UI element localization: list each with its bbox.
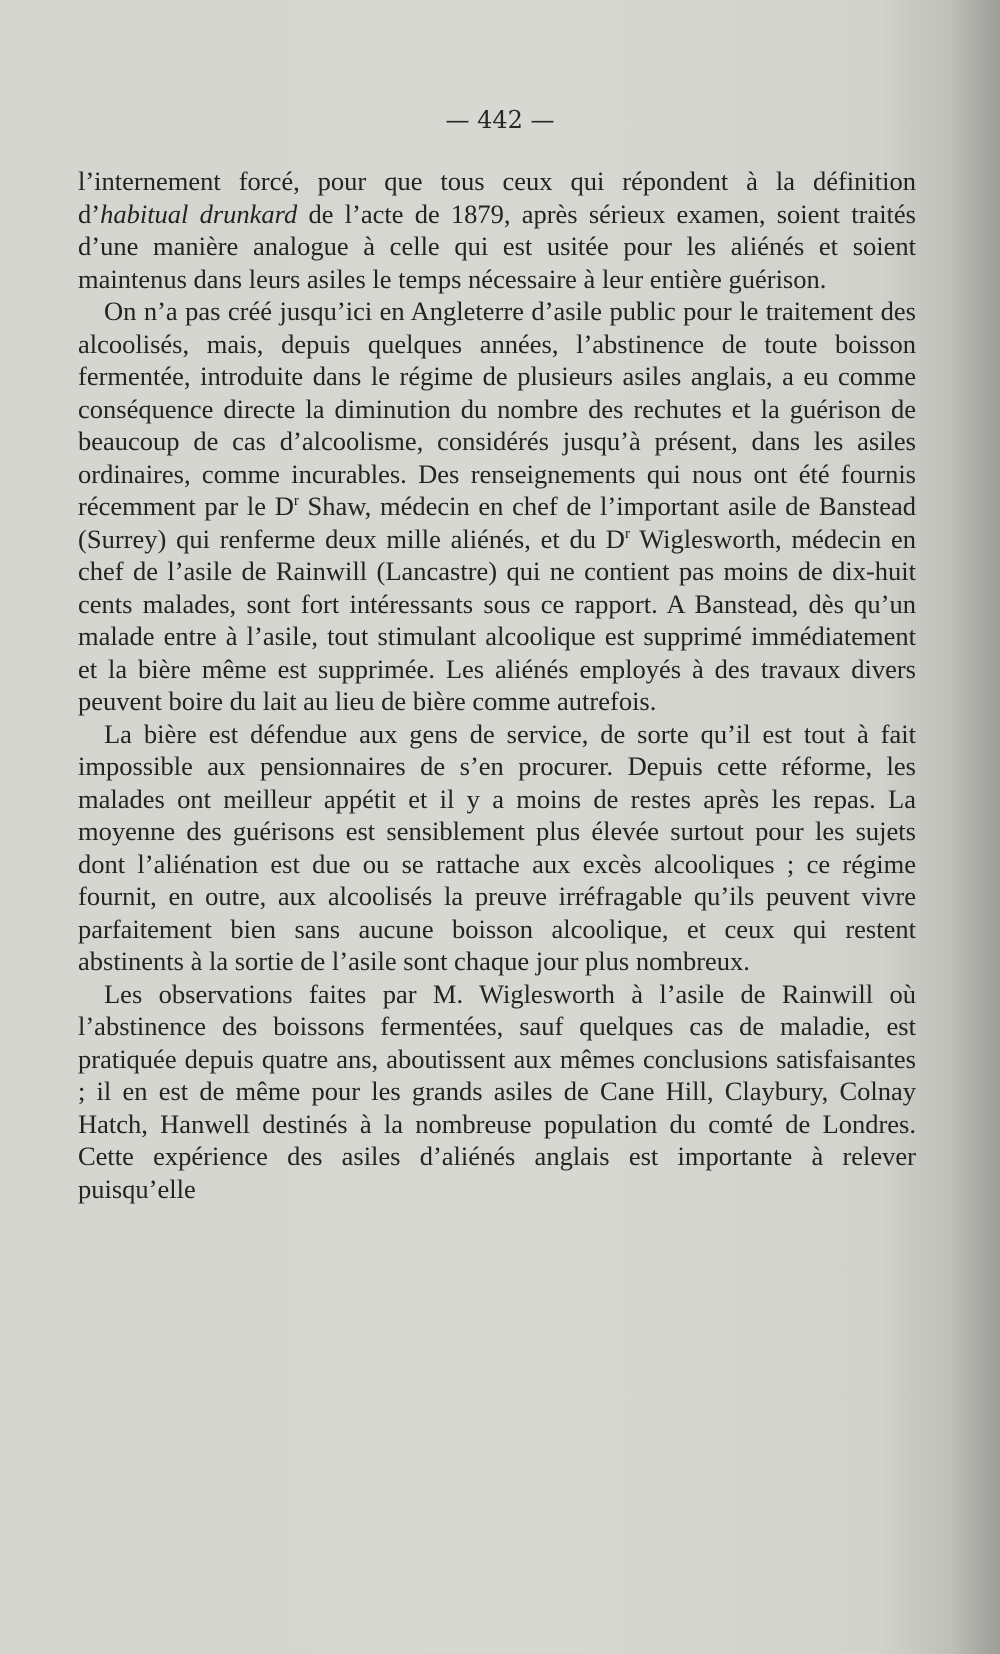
paragraph-1-text-start: l’internement forcé, pour que tous ceux qui répondent à la définition d’ [78, 166, 916, 229]
paragraph-1 [78, 165, 916, 295]
binding-shadow [950, 0, 1000, 1654]
italic-term: habitual drunkard [100, 198, 298, 229]
paragraph-3: La bière est défendue aux gens de service, de sorte qu’il est tout à fait impossible aux pensionnaires de s’en procurer. Depuis cette réforme, les malades ont meilleur appétit et il y a moins de restes après les repas. La moyenne des guérisons est sensiblement plus élevée surtout pour les sujets dont l’aliénation est due ou se rattache aux excès alcooliques ; ce régime fournit, en outre, aux alcoolisés la preuve irréfragable qu’ils peuvent vivre parfaitement bien sans aucune boisson alcoolique, et ceux qui restent abstinents à la sortie de l’asile sont chaque jour plus nombreux. [78, 718, 916, 976]
paragraph-2-text-2: Shaw, médecin en chef de l’important asile de Banstead (Surrey) qui renferme deux mille aliénés, et du D [78, 491, 917, 554]
page-number: — 442 — [445, 106, 555, 134]
paragraph-2-text-1: On n’a pas créé jusqu’ici en Angleterre d’asile public pour le traitement des alcoolisés, mais, depuis quelques années, l’abstinence de toute boisson fermentée, introduite dans le régime de plusieurs asiles anglais, a eu comme conséquence directe la diminution du nombre des rechutes et la guérison de beaucoup de cas d’alcoolisme, considérés jusqu’à présent, dans les asiles ordinaires, comme incurables. Des renseignements qui nous ont été fournis récemment par le D [78, 296, 916, 521]
paragraph-2-text-3: Wiglesworth, médecin en chef de l’asile de Rainwill (Lancastre) qui ne contient pas moins de dix-huit cents malades, sont fort intéressants sous ce rapport. A Banstead, dès qu’un malade entre à l’asile, tout stimulant alcoolique est supprimé immédiatement et la bière même est supprimée. Les aliénés employés à des travaux divers peuvent boire du lait au lieu de bière comme autrefois. [78, 523, 917, 716]
paragraph-2 [78, 295, 916, 718]
paragraph-4: Les observations faites par M. Wiglesworth à l’asile de Rainwill où l’abstinence des boissons fermentées, sauf quelques cas de maladie, est pratiquée depuis quatre ans, aboutissent aux mêmes conclusions satisfaisantes ; il en est de même pour les grands asiles de Cane Hill, Claybury, Colnay Hatch, Hanwell destinés à la nombreuse population du comté de Londres. Cette expérience des asiles d’aliénés anglais est importante à relever puisqu’elle [78, 978, 916, 1204]
paragraph-1-text-end: de l’acte de 1879, après sérieux examen, soient traités d’une manière analogue à celle qui est usitée pour les aliénés et soient maintenus dans leurs asiles le temps nécessaire à leur entière guérison. [78, 198, 916, 294]
body-text [78, 165, 916, 1205]
doctor-abbrev-sup-1: r [293, 493, 299, 510]
doctor-abbrev-sup-2: r [624, 525, 630, 542]
